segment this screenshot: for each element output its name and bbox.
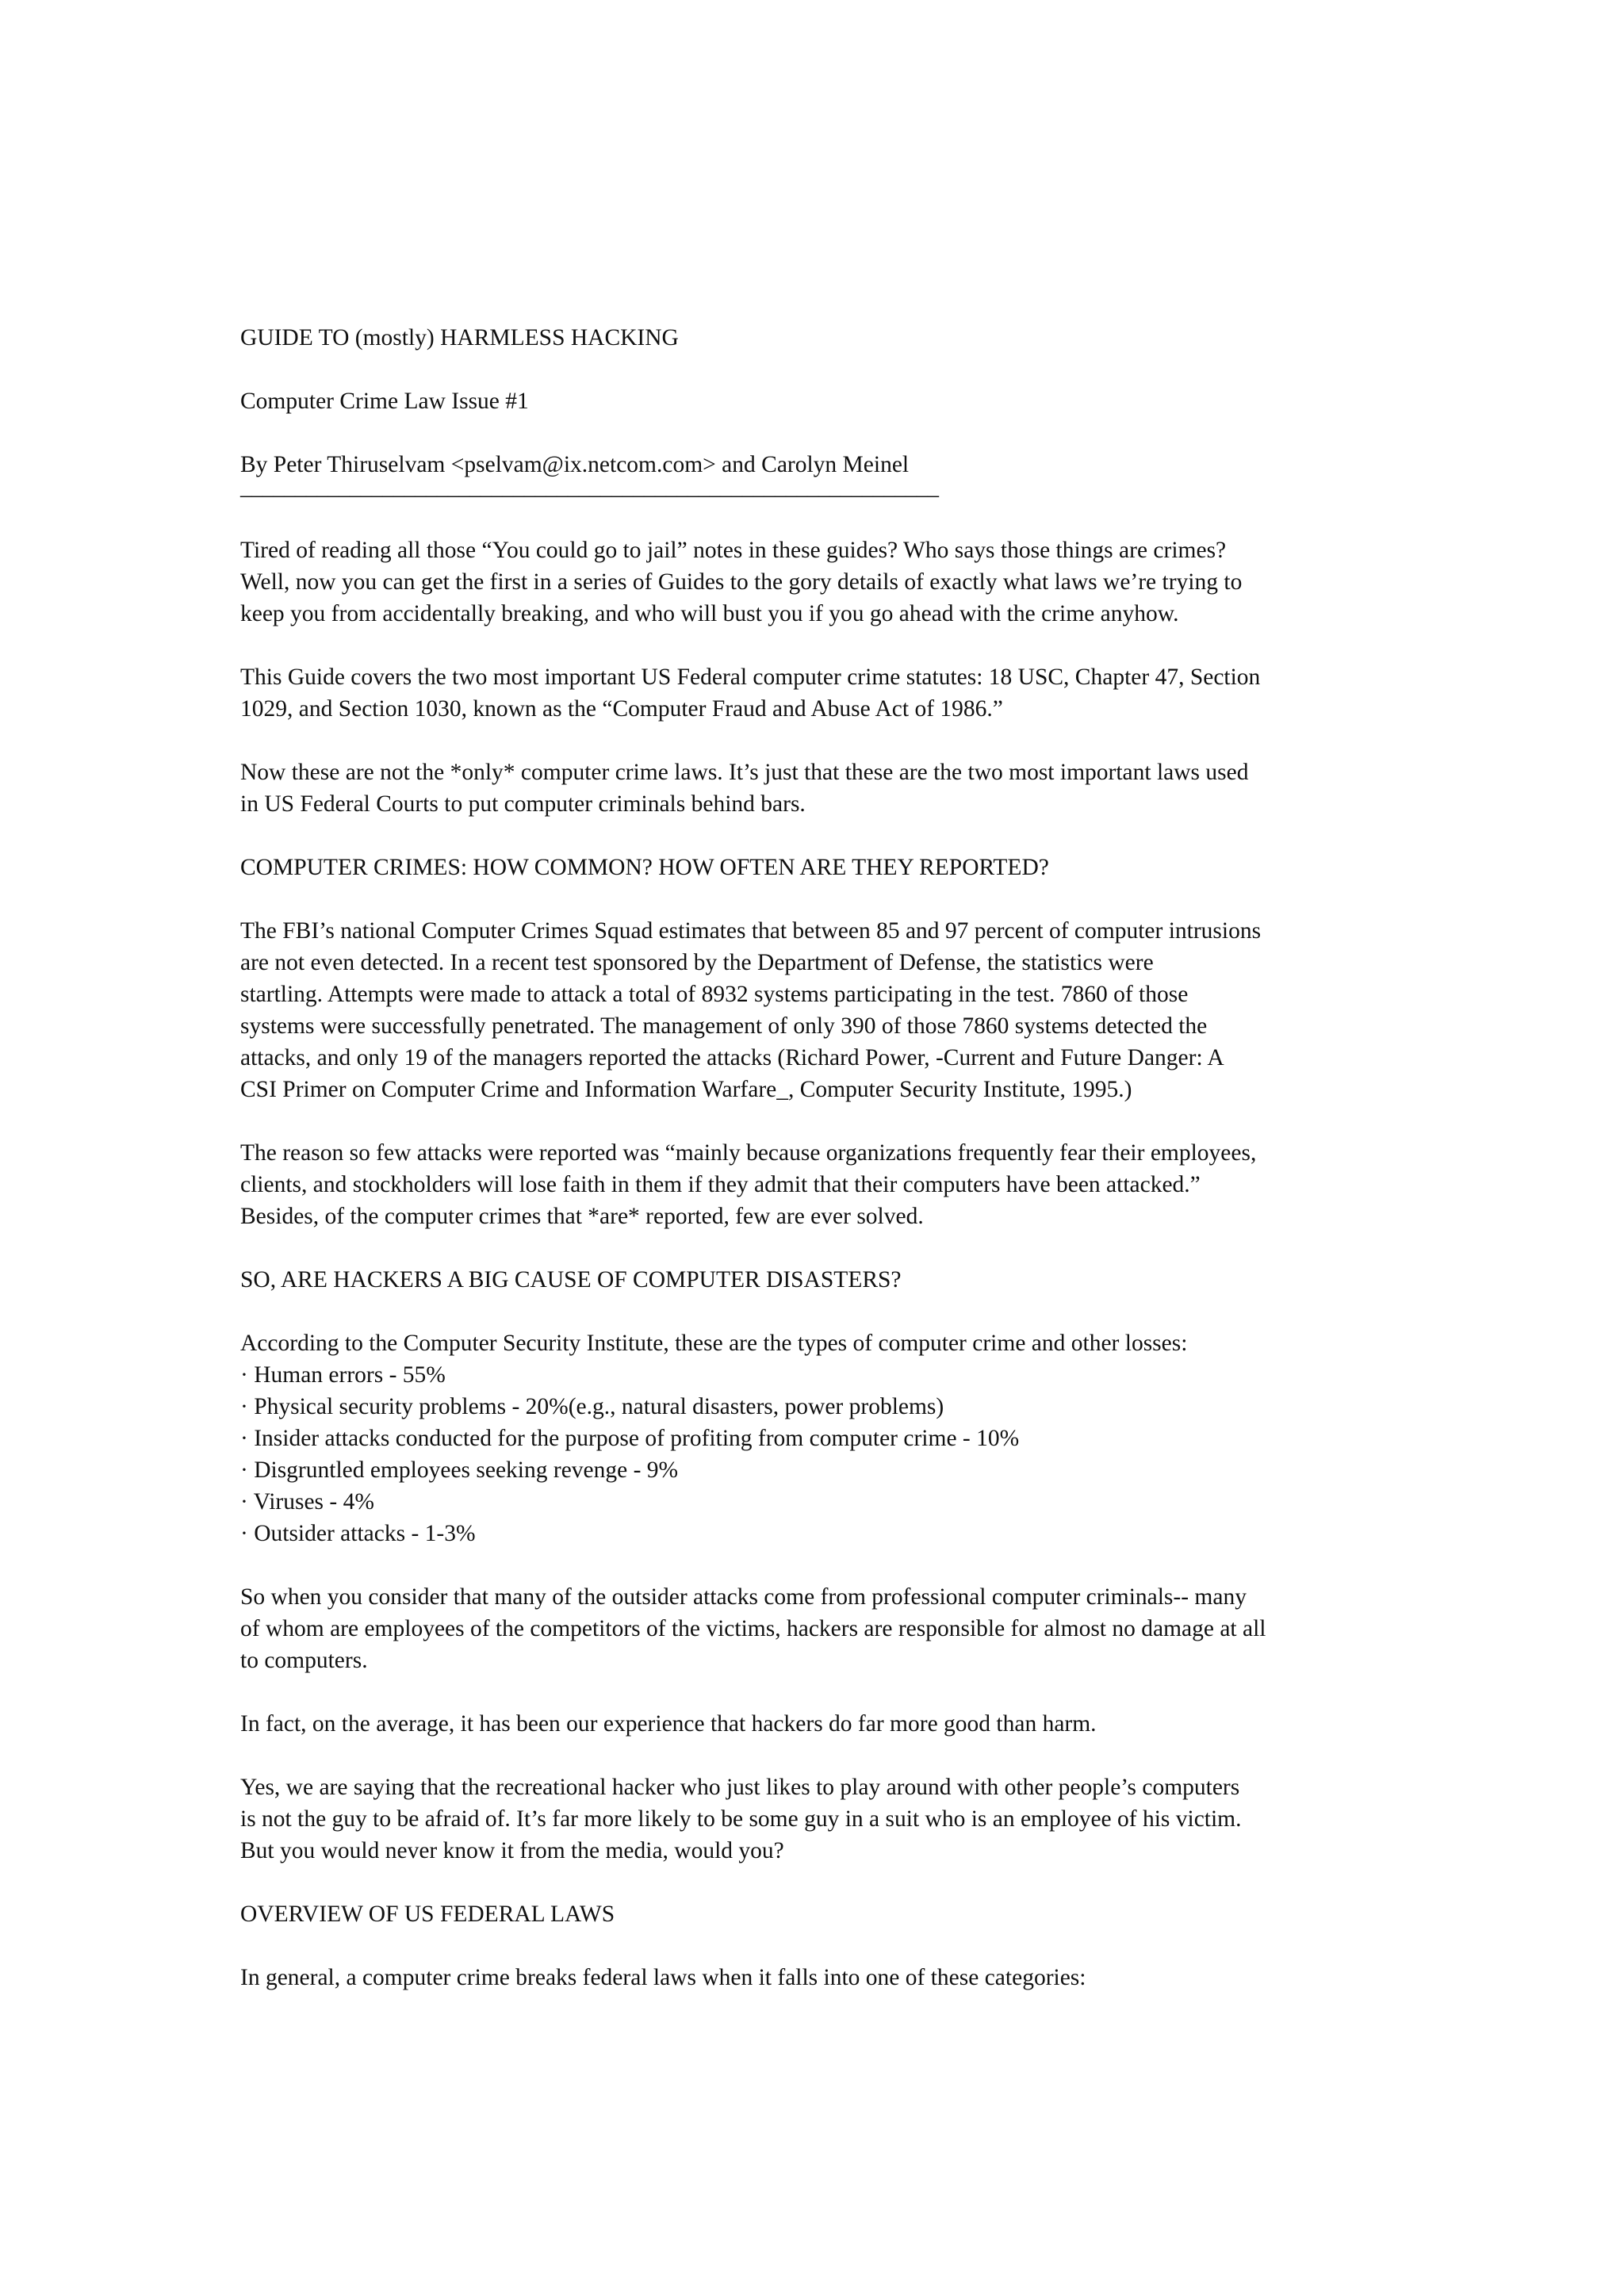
document-title: GUIDE TO (mostly) HARMLESS HACKING — [240, 325, 679, 350]
paragraph-loss-types — [240, 1327, 1406, 1549]
issue-subtitle: Computer Crime Law Issue #1 — [240, 389, 529, 414]
paragraph-reporting-reason: The reason so few attacks were reported was “mainly because organizations frequently fear their employees, clients, and stockholders will lose faith in them if they admit that their computers have been attacked.” Besides, of the computer crimes that *are* reported, few are ever solved. — [240, 1140, 1257, 1229]
byline-block — [240, 449, 1406, 503]
list-item: · Insider attacks conducted for the purpose of profiting from computer crime - 10% — [240, 1426, 1020, 1451]
section-heading-hackers-cause: SO, ARE HACKERS A BIG CAUSE OF COMPUTER DISASTERS? — [240, 1267, 902, 1293]
paragraph-good-than-harm: In fact, on the average, it has been our experience that hackers do far more good than harm. — [240, 1711, 1097, 1737]
paragraph-intro: Tired of reading all those “You could go to jail” notes in these guides? Who says those things are crimes? Well, now you can get the first in a series of Guides to the gory details of exactly what laws we’re trying to keep you from accidentally breaking, and who will bust you if you go ahead with the crime anyhow. — [240, 538, 1243, 626]
loss-types-list — [240, 1359, 1406, 1549]
paragraph-only-laws: Now these are not the *only* computer crime laws. It’s just that these are the two most important laws used in US Federal Courts to put computer criminals behind bars. — [240, 760, 1249, 817]
section-heading-federal-laws: OVERVIEW OF US FEDERAL LAWS — [240, 1901, 615, 1927]
paragraph-recreational-hacker: Yes, we are saying that the recreational hacker who just likes to play around with other people’s computers is not the guy to be afraid of. It’s far more likely to be some guy in a suit who is an employee of his victim. But you would never know it from the media, would you? — [240, 1775, 1242, 1863]
list-item: · Viruses - 4% — [240, 1489, 374, 1515]
paragraph-categories: In general, a computer crime breaks federal laws when it falls into one of these categories: — [240, 1965, 1086, 1990]
horizontal-rule: ________________________________________________________________ — [240, 474, 938, 500]
paragraph-statutes: This Guide covers the two most important US Federal computer crime statutes: 18 USC, Chapter 47, Section 1029, and Section 1030, known as the “Computer Fraud and Abuse Act of 1986.” — [240, 664, 1261, 722]
list-item: · Disgruntled employees seeking revenge - 9% — [240, 1457, 679, 1483]
paragraph-outsider-attacks: So when you consider that many of the outsider attacks come from professional computer criminals-- many of whom are employees of the competitors of the victims, hackers are responsible for almost no damage at all to computers. — [240, 1584, 1266, 1673]
loss-types-intro: According to the Computer Security Institute, these are the types of computer crime and other losses: — [240, 1331, 1188, 1356]
list-item: · Human errors - 55% — [240, 1362, 446, 1388]
list-item: · Physical security problems - 20%(e.g., natural disasters, power problems) — [240, 1394, 944, 1419]
paragraph-fbi-statistics: The FBI’s national Computer Crimes Squad estimates that between 85 and 97 percent of computer intrusions are not even detected. In a recent test sponsored by the Department of Defense, the statistics were startling. Attempts were made to attack a total of 8932 systems participating in the test. 7860 of those systems were successfully penetrated. The management of only 390 of those 7860 systems detected the attacks, and only 19 of the managers reported the attacks (Richard Power, -Current and Future Danger: A CSI Primer on Computer Crime and Information Warfare_, Computer Security Institute, 1995.) — [240, 918, 1262, 1102]
document-content — [240, 322, 1406, 2025]
list-item: · Outsider attacks - 1-3% — [240, 1521, 476, 1546]
byline: By Peter Thiruselvam <pselvam@ix.netcom.com> and Carolyn Meinel — [240, 452, 910, 477]
section-heading-how-common: COMPUTER CRIMES: HOW COMMON? HOW OFTEN ARE THEY REPORTED? — [240, 855, 1049, 880]
